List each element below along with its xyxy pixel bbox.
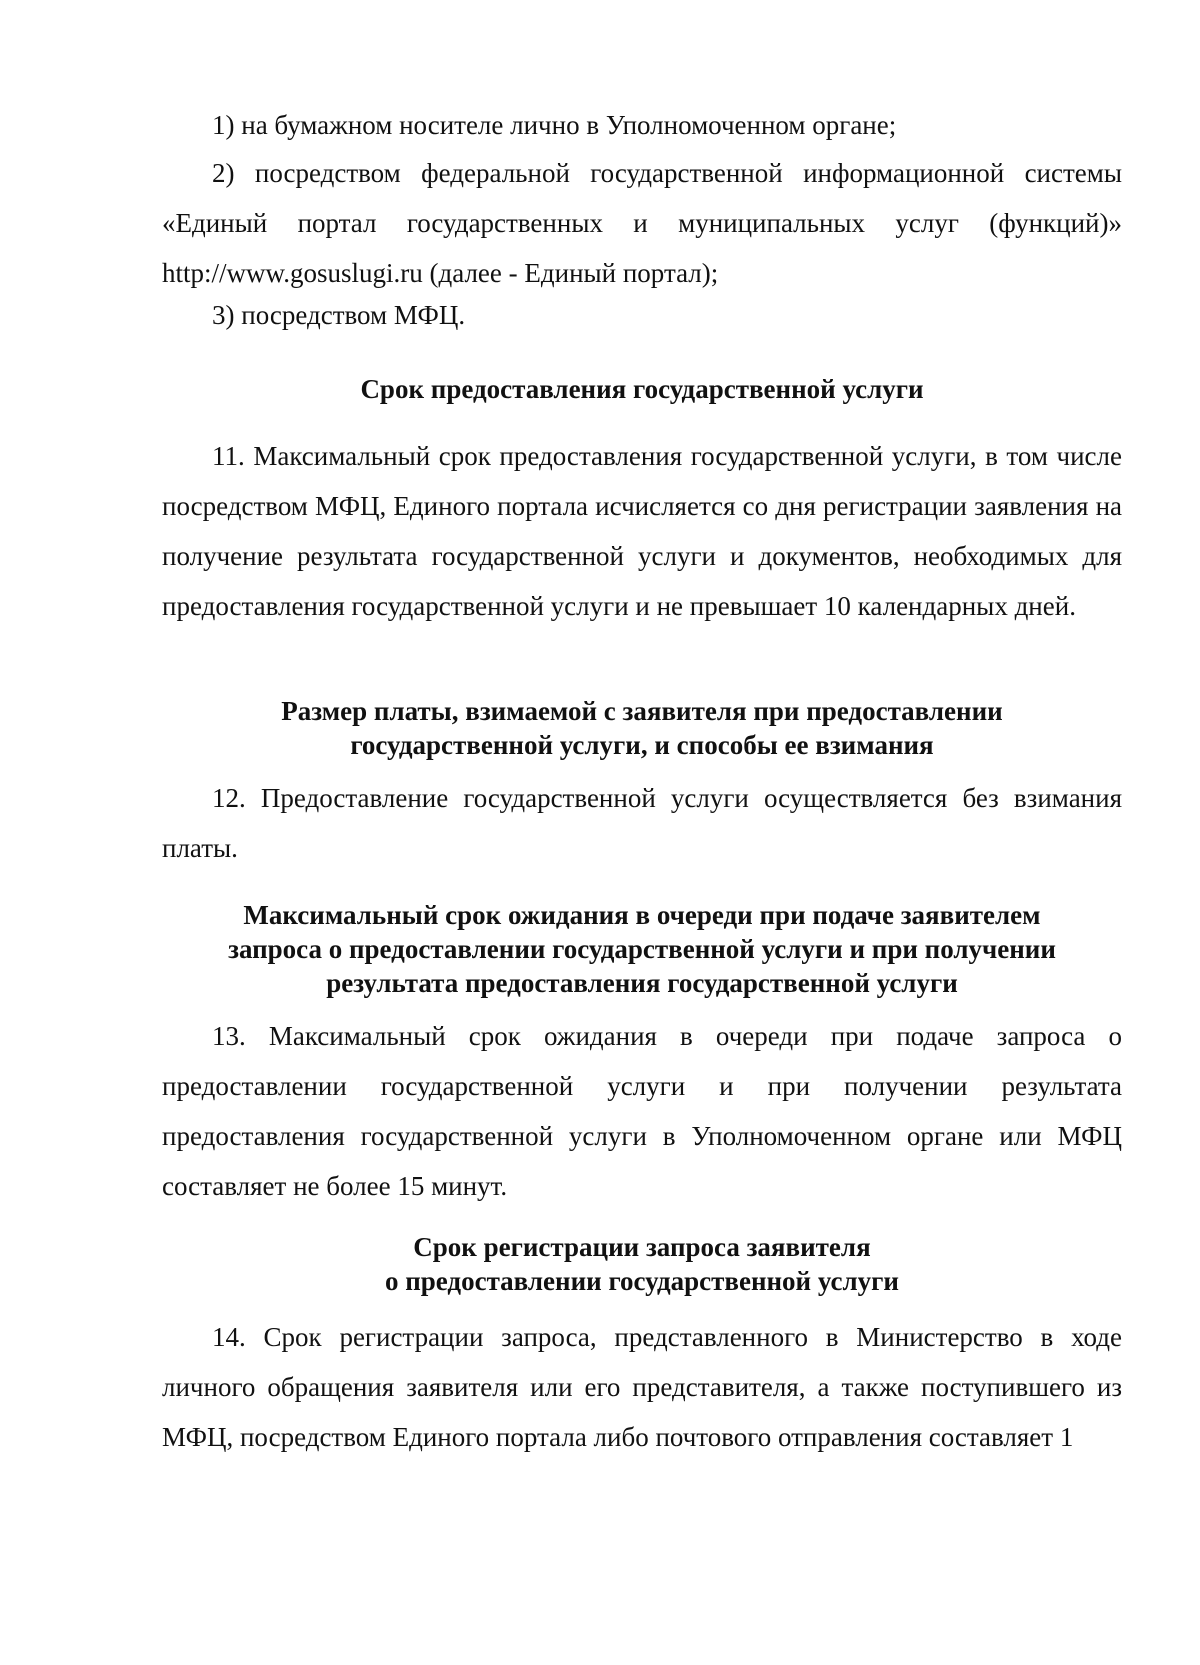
paragraph-12: 12. Предоставление государственной услуги осуществляется без взимания платы. [162,783,1122,863]
section-heading-term [162,372,1122,406]
heading-line: запроса о предоставлении государственной услуги и при получении [228,934,1056,964]
paragraph-14: 14. Срок регистрации запроса, представленного в Министерство в ходе личного обращения заявителя или его представителя, а также поступившего из МФЦ, посредством Единого портала либо почтового отправления составляет 1 [162,1322,1122,1452]
section-heading-queue [162,898,1122,1000]
heading-line: государственной услуги, и способы ее взимания [350,730,934,760]
list-item-1: 1) на бумажном носителе лично в Уполномоченном органе; [212,110,897,140]
heading-line: Срок регистрации запроса заявителя [413,1232,871,1262]
paragraph-13: 13. Максимальный срок ожидания в очереди при подаче запроса о предоставлении государственной услуги и при получении результата предоставления государственной услуги в Уполномоченном органе или МФЦ составляет не более 15 минут. [162,1021,1122,1201]
heading-line: о предоставлении государственной услуги [384,1266,899,1296]
section-heading-fee [162,694,1122,762]
section-heading-registration [162,1230,1122,1298]
heading-line: результата предоставления государственной услуги [326,968,958,998]
list-item-3: 3) посредством МФЦ. [212,300,466,330]
heading-line: Максимальный срок ожидания в очереди при подаче заявителем [243,900,1041,930]
list-item-2: 2) посредством федеральной государственной информационной системы «Единый портал государственных и муниципальных услуг (функций)» http://www.gosuslugi.ru (далее - Единый портал); [162,158,1122,288]
heading-line: Размер платы, взимаемой с заявителя при предоставлении [281,696,1003,726]
paragraph-11: 11. Максимальный срок предоставления государственной услуги, в том числе посредством МФЦ, Единого портала исчисляется со дня регистрации заявления на получение результата государственной услуги и документов, необходимых для предоставления государственной услуги и не превышает 10 календарных дней. [162,441,1122,621]
heading-line: Срок предоставления государственной услуги [360,374,924,404]
